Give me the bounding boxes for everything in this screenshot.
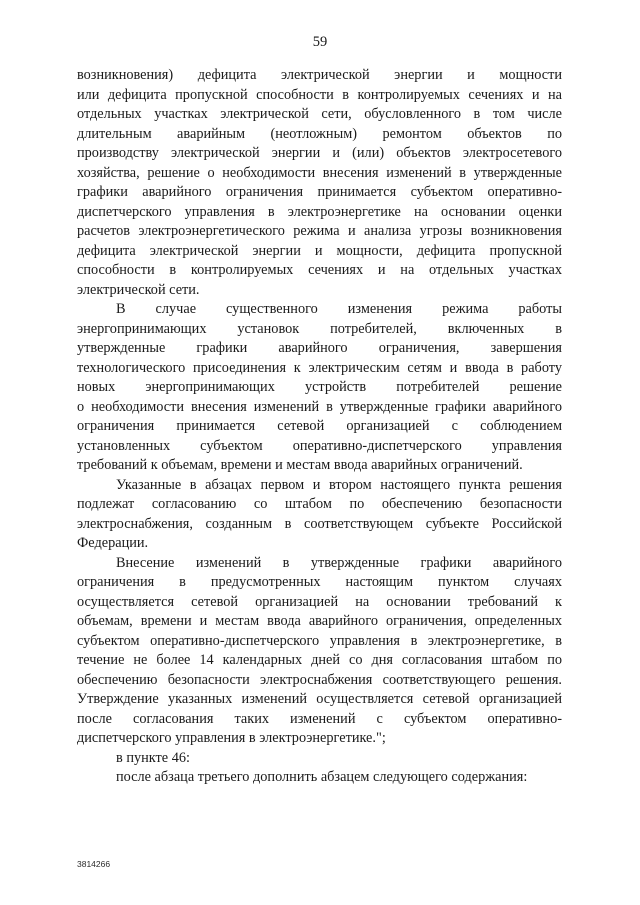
text-line: Федерации.	[77, 535, 149, 551]
text-line: отдельных участках электрической сети, обусловленного в том числе	[77, 106, 562, 122]
text-line: хозяйства, решение о необходимости внесения изменений в утвержденные	[77, 164, 562, 181]
text-line: диспетчерского управления в электроэнергетике на основании оценки	[77, 203, 562, 220]
text-line: Утверждение указанных изменений осуществляется сетевой организацией	[77, 691, 562, 707]
text-line: осуществляется сетевой организацией на основании требований к	[77, 593, 562, 610]
text-line: длительным аварийным (неотложным) ремонтом объектов по	[77, 125, 562, 142]
text-line: электроснабжения, созданным в соответствующем субъекте Российской	[77, 515, 562, 532]
text-line: течение не более 14 календарных дней со дня согласования штабом по	[77, 652, 562, 668]
text-line: электрической сети.	[77, 281, 200, 298]
text-line: установленных субъектом оперативно-диспетчерского управления	[77, 437, 562, 454]
text-line: после абзаца третьего дополнить абзацем следующего содержания:	[116, 769, 528, 785]
text-line: или дефицита пропускной способности в контролируемых сечениях и на	[77, 86, 562, 103]
text-line: энергопринимающих установок потребителей, включенных в	[77, 320, 562, 337]
text-line: объемам, времени и местам ввода аварийного ограничения, определенных	[77, 613, 562, 629]
text-line: в пункте 46:	[116, 749, 190, 766]
text-line: способности в контролируемых сечениях и на отдельных участках	[77, 262, 562, 278]
text-line: субъектом оперативно-диспетчерского управления в электроэнергетике, в	[77, 632, 562, 649]
body-text	[77, 66, 562, 788]
text-line: ограничения принимается сетевой организацией с соблюдением	[77, 418, 562, 434]
text-line: требований к объемам, времени и местам ввода аварийных ограничений.	[77, 457, 523, 473]
text-line: после согласования таких изменений с субъектом оперативно-	[77, 710, 562, 727]
text-line: утвержденные графики аварийного ограничения, завершения	[77, 340, 562, 356]
text-line: возникновения) дефицита электрической энергии и мощности	[77, 67, 562, 83]
text-line: технологического присоединения к электрическим сетям и ввода в работу	[77, 359, 562, 376]
text-line: диспетчерского управления в электроэнергетике.";	[77, 730, 386, 746]
page-number: 59	[312, 34, 328, 50]
text-line: обеспечению безопасности электроснабжения соответствующего решения.	[77, 671, 562, 688]
text-line: В случае существенного изменения режима работы	[116, 301, 562, 317]
text-line: расчетов электроэнергетического режима и анализа угрозы возникновения	[77, 223, 562, 239]
text-line: о необходимости внесения изменений в утвержденные графики аварийного	[77, 398, 562, 415]
text-line: Указанные в абзацах первом и втором настоящего пункта решения	[116, 476, 562, 493]
text-line: Внесение изменений в утвержденные графики аварийного	[116, 554, 562, 571]
text-line: дефицита электрической энергии и мощности, дефицита пропускной	[77, 242, 562, 259]
text-line: новых энергопринимающих устройств потребителей решение	[77, 379, 562, 395]
text-line: ограничения в предусмотренных настоящим пунктом случаях	[77, 574, 562, 590]
text-line: производству электрической энергии и (или) объектов электросетевого	[77, 145, 562, 161]
text-line: графики аварийного ограничения принимается субъектом оперативно-	[77, 184, 562, 200]
document-id: 3814266	[77, 859, 111, 869]
text-line: подлежат согласованию со штабом по обеспечению безопасности	[77, 496, 562, 512]
